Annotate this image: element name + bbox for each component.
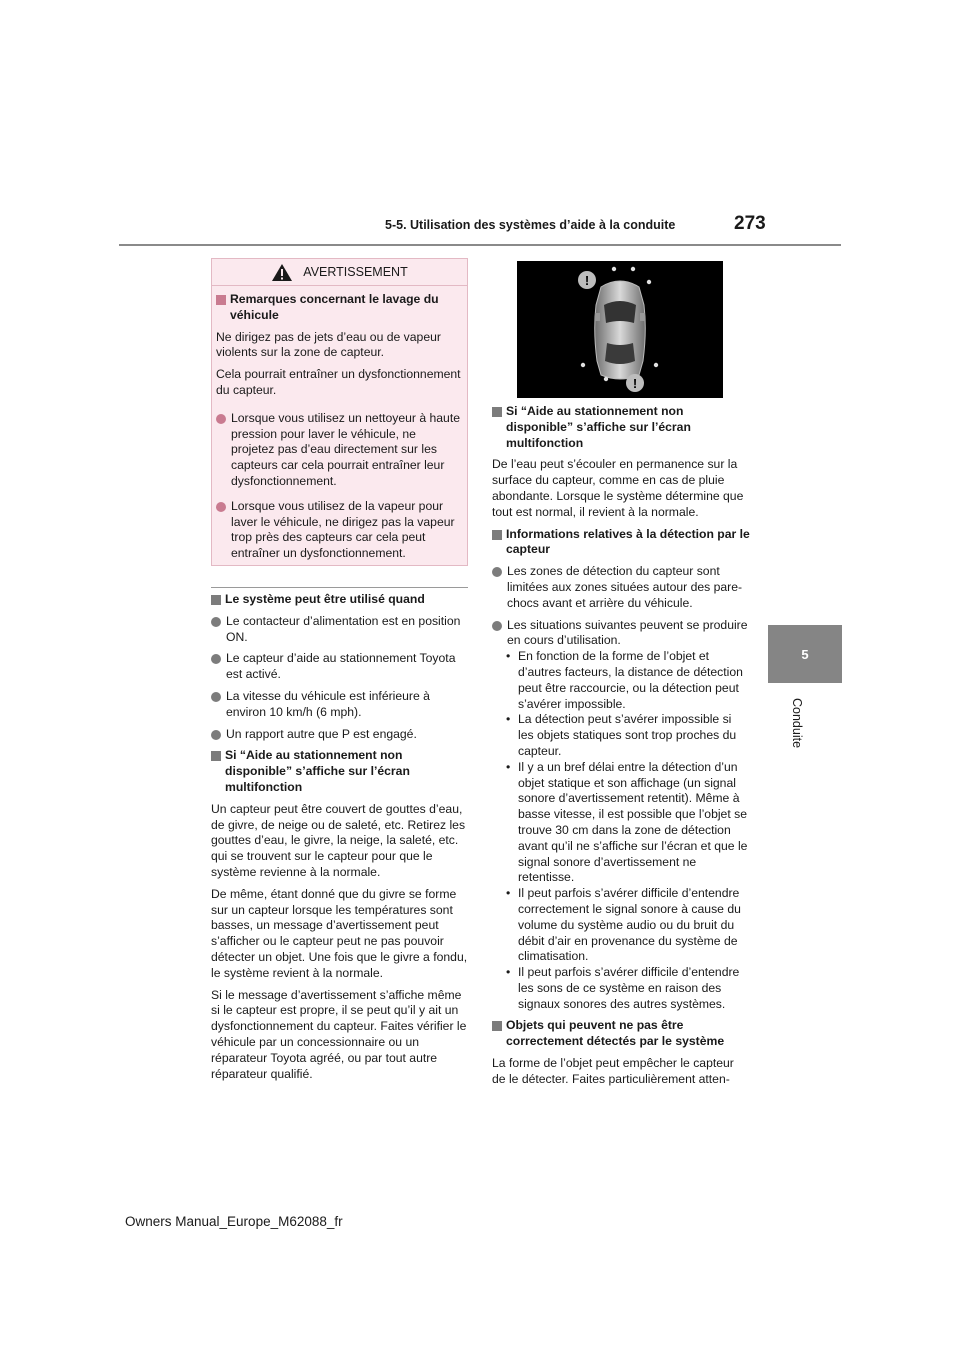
square-bullet-icon [211,751,221,761]
paragraph: Si le message d’avertissement s’affiche même si le capteur est propre, il se peut qu’il y ait un dysfonctionnement du capteur. Faites vérifier le véhicule par un concessionnaire ou un réparateur Toyota agréé, ou par tout autre réparateur qualifié. [211,987,467,1081]
round-bullet-icon [216,414,226,424]
square-bullet-icon [492,530,502,540]
round-bullet-icon [211,617,221,627]
warning-box [211,258,468,566]
section-heading: Si “Aide au stationnement non disponible” s’affiche sur l’écran multifonction [492,404,750,451]
list-item: La vitesse du véhicule est inférieure à environ 10 km/h (6 mph). [211,689,468,721]
paragraph: De l’eau peut s’écouler en permanence sur la surface du capteur, comme en cas de pluie abondante. Lorsque le système détermine que tout est normal, il revient à la normale. [492,457,744,519]
warning-bullet: Lorsque vous utilisez un nettoyeur à haute pression pour laver le véhicule, ne projetez pas d’eau directement sur les capteurs car cela pourrait entraîner leur dysfonctionnement. [216,411,461,490]
parking-sensor-figure [517,261,723,398]
sub-list-item: • Il peut parfois s’avérer difficile d’entendre correctement le signal sonore à cause du volume du système audio ou du bruit du débit d’air en provenance du système de climatisation. [506,886,741,964]
square-bullet-icon [216,295,226,305]
round-bullet-icon [492,567,502,577]
list-item: Les situations suivantes peuvent se produire en cours d’utilisation. [492,618,750,650]
footer-text: Owners Manual_Europe_M62088_fr [125,1214,343,1229]
sub-list-item: • Il peut parfois s’avérer difficile d’entendre les sons de ce système en raison des signaux sonores des autres systèmes. [506,965,740,1011]
chapter-number: 5 [801,646,809,662]
list-item: Le contacteur d’alimentation est en position ON. [211,614,468,646]
paragraph: La forme de l’objet peut empêcher le capteur de le détecter. Faites particulièrement atten- [492,1056,734,1086]
sub-list [506,649,750,1012]
section-divider [211,587,468,588]
section-heading: Le système peut être utilisé quand [211,592,468,608]
parking-sensor-illustration [517,261,723,398]
warning-body [212,286,467,562]
list-item: Le capteur d’aide au stationnement Toyota est activé. [211,651,468,683]
sub-list-item: • Il y a un bref délai entre la détection d’un objet statique et son affichage (un signal sonore d’avertissement retentit). Même à basse vitesse, il est possible que l’objet se trouve 30 cm dans la zone de détection avant qu’il ne s’affiche sur l’écran et que le signal sonore d’avertissement ne retentisse. [506,759,748,885]
left-column [211,592,468,1088]
round-bullet-icon [492,621,502,631]
paragraph: De même, étant donné que du givre se forme sur un capteur lorsque les températures sont basses, un message d’avertissement peut s’afficher ou le capteur peut ne pas pouvoir détecter un objet. Une fois que le givre a fondu, le système revient à la normale. [211,886,468,980]
warning-heading: Remarques concernant le lavage du véhicule [216,292,461,324]
chapter-tab[interactable] [768,625,842,683]
section-title: 5-5. Utilisation des systèmes d’aide à la conduite [385,218,676,232]
paragraph: Un capteur peut être couvert de gouttes d’eau, de givre, de neige ou de saleté, etc. Retirez les gouttes d’eau, le givre, la neige, la saleté, etc. qui se trouvent sur le capteur pour que le système revienne à la normale. [211,801,466,879]
warning-triangle-icon [271,263,293,282]
right-column [492,404,750,1094]
warning-title: AVERTISSEMENT [303,265,408,279]
page-number: 273 [734,213,766,234]
section-heading: Informations relatives à la détection par le capteur [492,527,750,559]
sensor-alert-left-mark: ! [584,273,590,288]
sub-list-item: • La détection peut s’avérer impossible si les objets statiques sont trop proches du capteur. [506,712,737,758]
round-bullet-icon [211,730,221,740]
section-heading: Objets qui peuvent ne pas être correctement détectés par le système [492,1018,750,1050]
sub-list-item: • En fonction de la forme de l’objet et d’autres facteurs, la distance de détection peut être raccourcie, ou la détection peut s’avérer impossible. [506,649,743,711]
square-bullet-icon [492,1021,502,1031]
section-heading: Si “Aide au stationnement non disponible” s’affiche sur l’écran multifonction [211,748,468,795]
square-bullet-icon [492,407,502,417]
chapter-label [786,698,806,758]
round-bullet-icon [216,502,226,512]
warning-bullet: Lorsque vous utilisez de la vapeur pour laver le véhicule, ne dirigez pas la vapeur trop près des capteurs car cela peut entraîner un dysfonctionnement. [216,499,461,562]
header-divider [119,244,841,246]
list-item: Un rapport autre que P est engagé. [211,727,468,743]
chapter-label-text: Conduite [790,698,804,749]
square-bullet-icon [211,595,221,605]
warning-paragraph: Ne dirigez pas de jets d’eau ou de vapeur violents sur la zone de capteur. [216,329,441,360]
sensor-alert-right-mark: ! [632,376,638,391]
round-bullet-icon [211,692,221,702]
list-item: Les zones de détection du capteur sont limitées aux zones situées autour des pare-chocs avant et arrière du véhicule. [492,564,750,611]
warning-header [212,259,467,286]
warning-paragraph: Cela pourrait entraîner un dysfonctionnement du capteur. [216,367,461,397]
round-bullet-icon [211,654,221,664]
car-top-view-icon [595,281,646,379]
